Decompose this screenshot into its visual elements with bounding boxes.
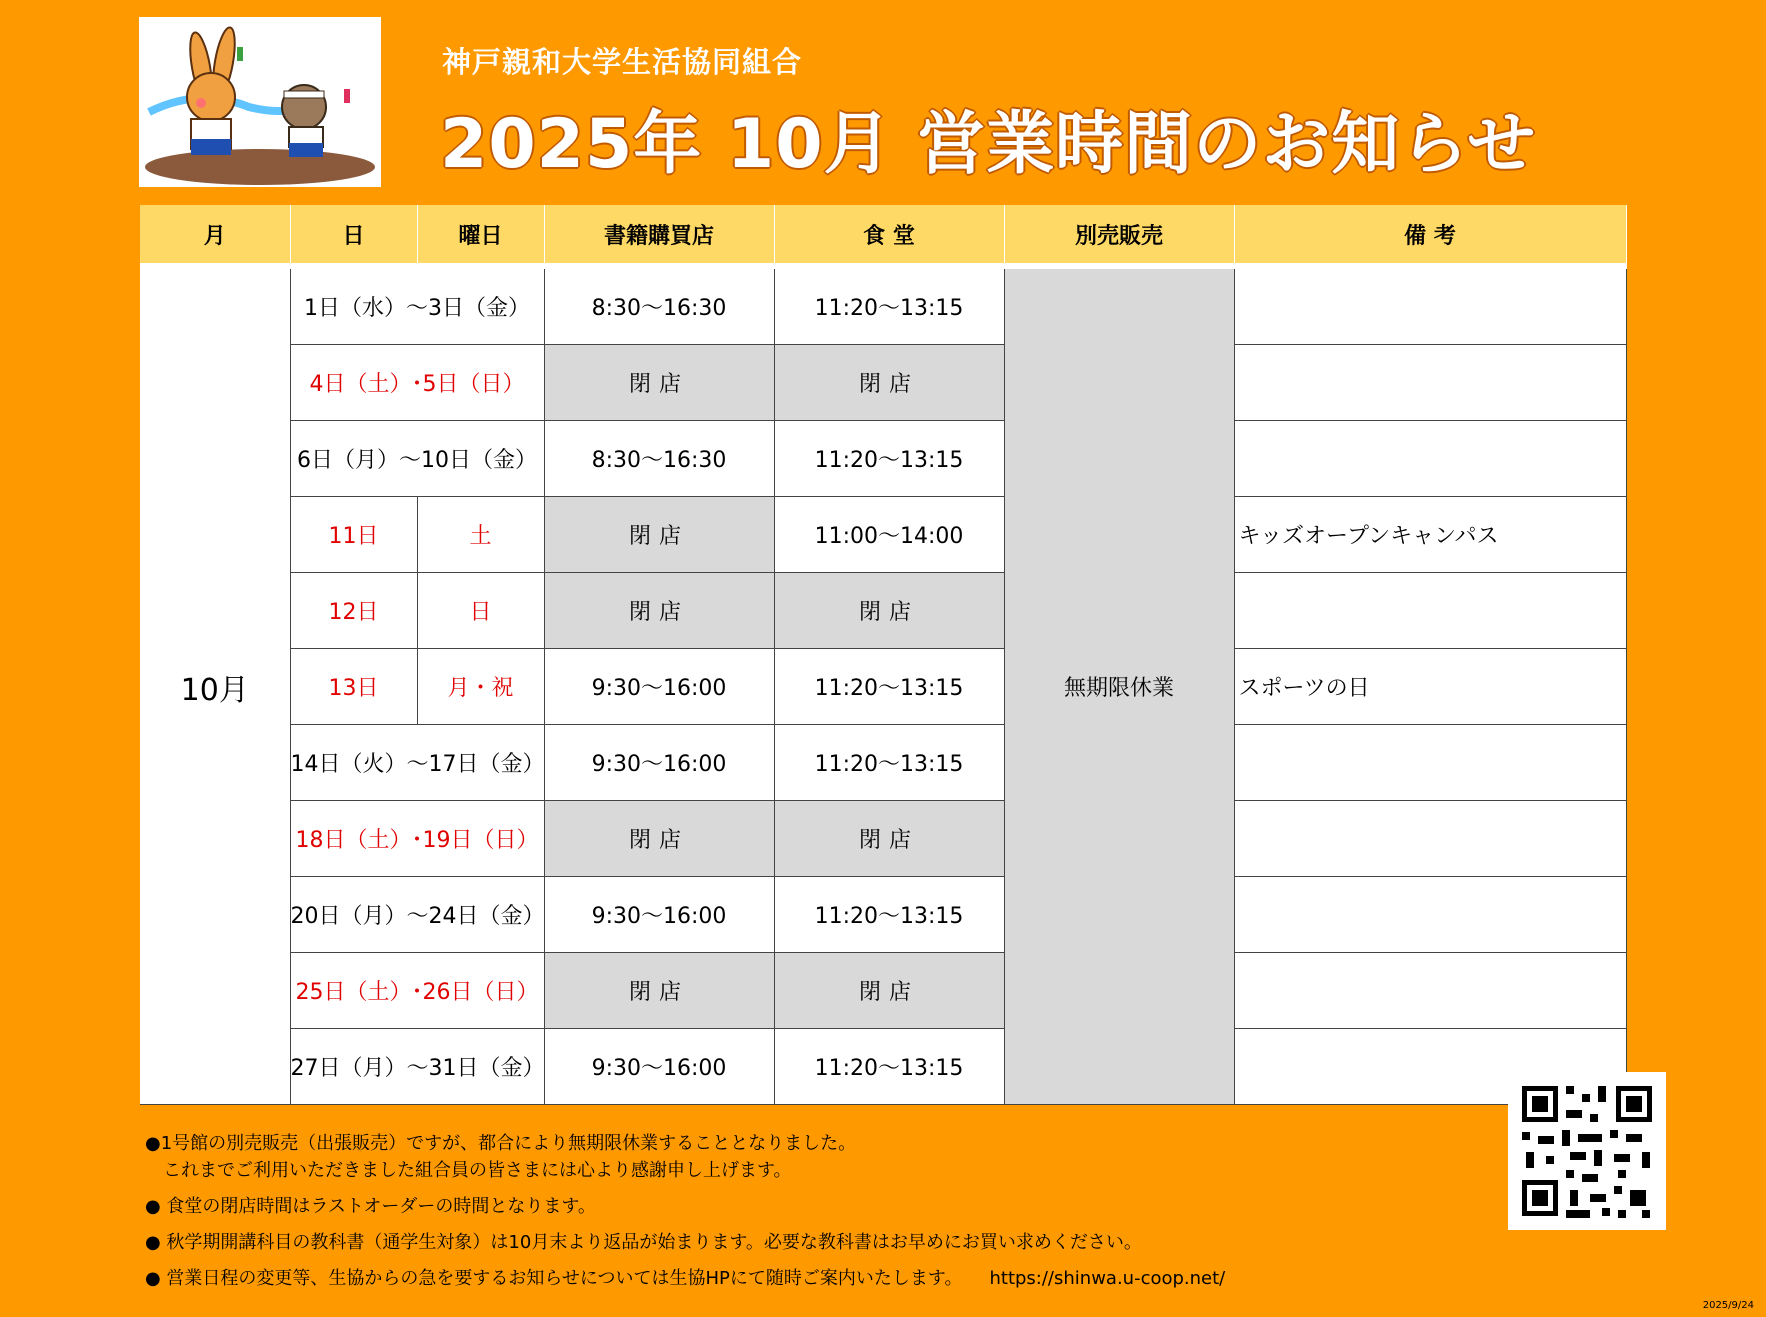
remarks-cell — [1234, 345, 1626, 421]
day-cell: 20日（月）～24日（金） — [290, 877, 544, 953]
remarks-cell: キッズオープンキャンパス — [1234, 497, 1626, 573]
cafeteria-hours: 11:20～13:15 — [774, 1029, 1004, 1105]
table-row — [140, 1029, 1626, 1105]
day-cell: 6日（月）～10日（金） — [290, 421, 544, 497]
remarks-cell: スポーツの日 — [1234, 649, 1626, 725]
table-row — [140, 345, 1626, 421]
separate-sales-status: 無期限休業 — [1004, 266, 1234, 1105]
weekday-cell: 月・祝 — [417, 649, 544, 725]
schedule-table — [140, 205, 1627, 1105]
cafeteria-hours: 11:20～13:15 — [774, 649, 1004, 725]
bookstore-hours: 閉店 — [544, 801, 774, 877]
table-row — [140, 266, 1626, 345]
day-cell: 25日（土）･26日（日） — [290, 953, 544, 1029]
day-cell: 1日（水）～3日（金） — [290, 266, 544, 345]
bookstore-hours: 閉店 — [544, 497, 774, 573]
bookstore-hours: 閉店 — [544, 573, 774, 649]
remarks-cell — [1234, 266, 1626, 345]
bookstore-hours: 9:30～16:00 — [544, 1029, 774, 1105]
table-row — [140, 725, 1626, 801]
weekday-cell: 土 — [417, 497, 544, 573]
header-bookstore: 書籍購買店 — [544, 205, 774, 266]
header-separate-sales: 別売販売 — [1004, 205, 1234, 266]
header-cafeteria: 食 堂 — [774, 205, 1004, 266]
remarks-cell — [1234, 421, 1626, 497]
day-cell: 11日 — [290, 497, 417, 573]
page-title: 2025年 10月 営業時間のお知らせ — [440, 105, 1537, 184]
day-cell: 27日（月）～31日（金） — [290, 1029, 544, 1105]
remarks-cell — [1234, 953, 1626, 1029]
month-cell: 10月 — [140, 266, 290, 1105]
note-textbook-returns: ● 秋学期開講科目の教科書（通学生対象）は10月末より返品が始まります。必要な教科書はお早めにお買い求めください。 — [145, 1232, 1142, 1253]
remarks-cell — [1234, 573, 1626, 649]
remarks-cell — [1234, 725, 1626, 801]
mascot-logo — [139, 17, 381, 187]
weekday-cell: 日 — [417, 573, 544, 649]
bookstore-hours: 8:30～16:30 — [544, 421, 774, 497]
header-weekday: 曜日 — [417, 205, 544, 266]
cafeteria-hours: 閉店 — [774, 573, 1004, 649]
header-day: 日 — [290, 205, 417, 266]
table-row — [140, 649, 1626, 725]
table-row — [140, 497, 1626, 573]
bookstore-hours: 閉店 — [544, 953, 774, 1029]
header-month: 月 — [140, 205, 290, 266]
day-cell: 14日（火）～17日（金） — [290, 725, 544, 801]
note-thanks: これまでご利用いただきました組合員の皆さまには心より感謝申し上げます。 — [145, 1160, 792, 1181]
cafeteria-hours: 11:20～13:15 — [774, 877, 1004, 953]
running-rabbit-and-dog-mascot-icon — [139, 17, 381, 187]
note-separate-sales-closure: ●1号館の別売販売（出張販売）ですが、都合により無期限休業することとなりました。 — [145, 1133, 857, 1154]
remarks-cell — [1234, 801, 1626, 877]
cafeteria-hours: 11:20～13:15 — [774, 421, 1004, 497]
day-cell: 13日 — [290, 649, 417, 725]
table-row — [140, 801, 1626, 877]
table-row — [140, 877, 1626, 953]
cafeteria-hours: 閉店 — [774, 953, 1004, 1029]
bookstore-hours: 9:30～16:00 — [544, 649, 774, 725]
organization-name: 神戸親和大学生活協同組合 — [442, 45, 803, 79]
cafeteria-hours: 11:00～14:00 — [774, 497, 1004, 573]
bookstore-hours: 閉店 — [544, 345, 774, 421]
remarks-cell — [1234, 877, 1626, 953]
note-schedule-changes: ● 営業日程の変更等、生協からの急を要するお知らせについては生協HPにて随時ご案内いたします。 https://shinwa.u-coop.net/ — [145, 1268, 1226, 1289]
bookstore-hours: 9:30～16:00 — [544, 877, 774, 953]
day-cell: 4日（土）･5日（日） — [290, 345, 544, 421]
print-date: 2025/9/24 — [1702, 1300, 1754, 1311]
table-row — [140, 421, 1626, 497]
day-cell: 18日（土）･19日（日） — [290, 801, 544, 877]
day-cell: 12日 — [290, 573, 417, 649]
table-header-row — [140, 205, 1626, 266]
cafeteria-hours: 閉店 — [774, 345, 1004, 421]
notes-section — [145, 1130, 1545, 1292]
note-cafeteria-last-order: ● 食堂の閉店時間はラストオーダーの時間となります。 — [145, 1196, 596, 1217]
bookstore-hours: 9:30～16:00 — [544, 725, 774, 801]
cafeteria-hours: 11:20～13:15 — [774, 725, 1004, 801]
table-row — [140, 573, 1626, 649]
header-remarks: 備 考 — [1234, 205, 1626, 266]
bookstore-hours: 8:30～16:30 — [544, 266, 774, 345]
table-row — [140, 953, 1626, 1029]
cafeteria-hours: 閉店 — [774, 801, 1004, 877]
cafeteria-hours: 11:20～13:15 — [774, 266, 1004, 345]
